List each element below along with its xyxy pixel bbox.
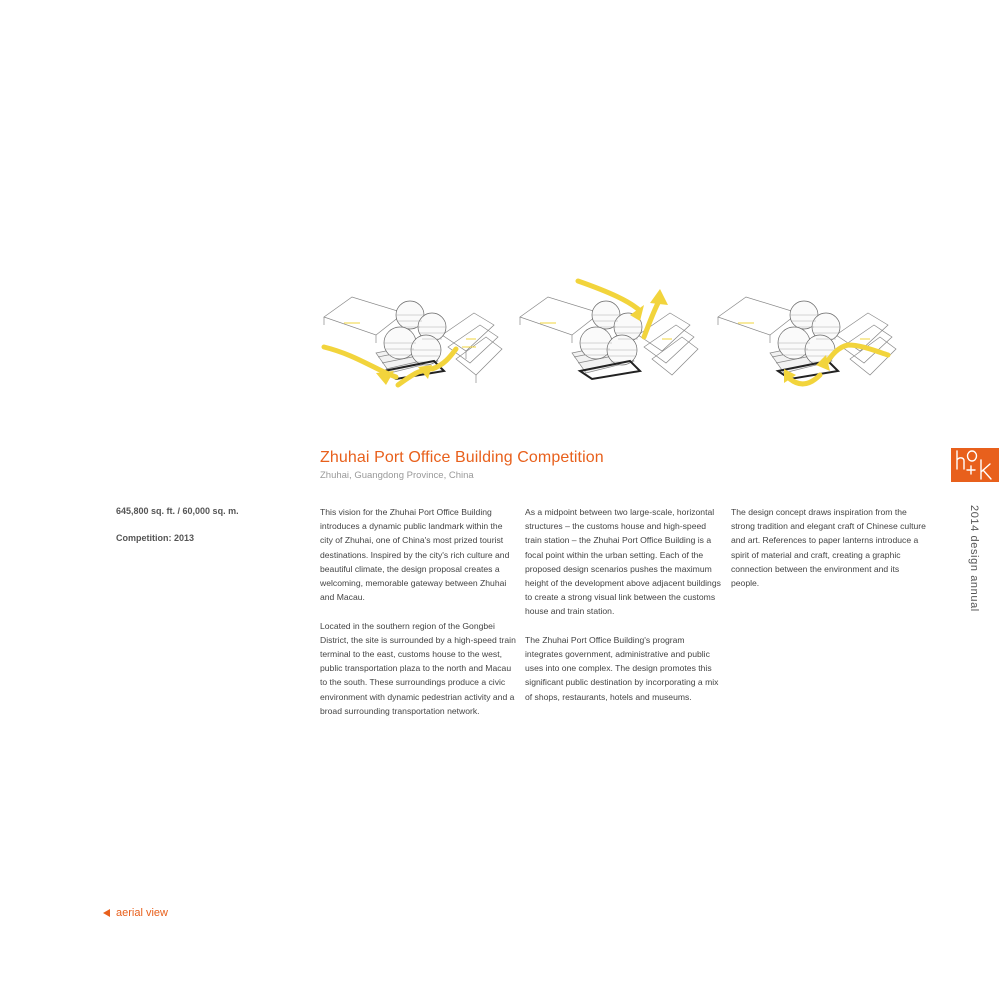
body-column-1 — [320, 505, 516, 732]
hok-logo-mark — [951, 448, 999, 482]
paragraph: The design concept draws inspiration from the strong tradition and elegant craft of Chinese culture and art. References to paper lanterns introduce a spirit of material and craft, creating a graphic connection between the environment and its people. — [731, 507, 926, 589]
diagram-2-graphic — [512, 275, 702, 405]
body-column-2 — [525, 505, 721, 718]
triangle-left-icon — [103, 909, 110, 917]
project-title: Zhuhai Port Office Building Competition — [320, 449, 604, 466]
diagram-3-graphic — [710, 275, 900, 405]
project-location: Zhuhai, Guangdong Province, China — [320, 470, 474, 481]
circulation-diagram-1 — [316, 275, 506, 405]
diagram-1-graphic — [316, 275, 506, 405]
paragraph: This vision for the Zhuhai Port Office Building introduces a dynamic public landmark within the city of Zhuhai, one of China's most prized tourist destinations. Inspired by the city's rich culture and beautiful climate, the design proposal creates a welcoming, memorable gateway between Zhuhai and Macau. — [320, 507, 510, 603]
paragraph: The Zhuhai Port Office Building's program integrates government, administrative and public uses into one complex. The design promotes this significant public destination by incorporating a mix of shops, restaurants, hotels and museums. — [525, 634, 719, 702]
project-area: 645,800 sq. ft. / 60,000 sq. m. — [116, 506, 239, 516]
competition-year: Competition: 2013 — [116, 533, 195, 543]
image-caption — [103, 907, 168, 919]
circulation-diagram-2 — [512, 275, 702, 405]
caption-text: aerial view — [116, 907, 168, 919]
paragraph: Located in the southern region of the Gongbei District, the site is surrounded by a high-speed train terminal to the east, customs house to the west, public transportation plaza to the north and Macau to the south. These surroundings produce a civic environment with dynamic pedestrian activity and a broad surrounding transportation network. — [320, 620, 516, 716]
circulation-diagram-3 — [710, 275, 900, 405]
hok-logo — [951, 448, 999, 482]
annual-label: 2014 design annual — [968, 505, 980, 612]
body-column-3 — [731, 505, 927, 604]
paragraph: As a midpoint between two large-scale, horizontal structures – the customs house and high-speed train station – the Zhuhai Port Office Building is a focal point within the urban setting. Each of the proposed design scenarios pushes the maximum height of the development above adjacent buildings to create a strong visual link between the customs house and train station. — [525, 507, 721, 617]
